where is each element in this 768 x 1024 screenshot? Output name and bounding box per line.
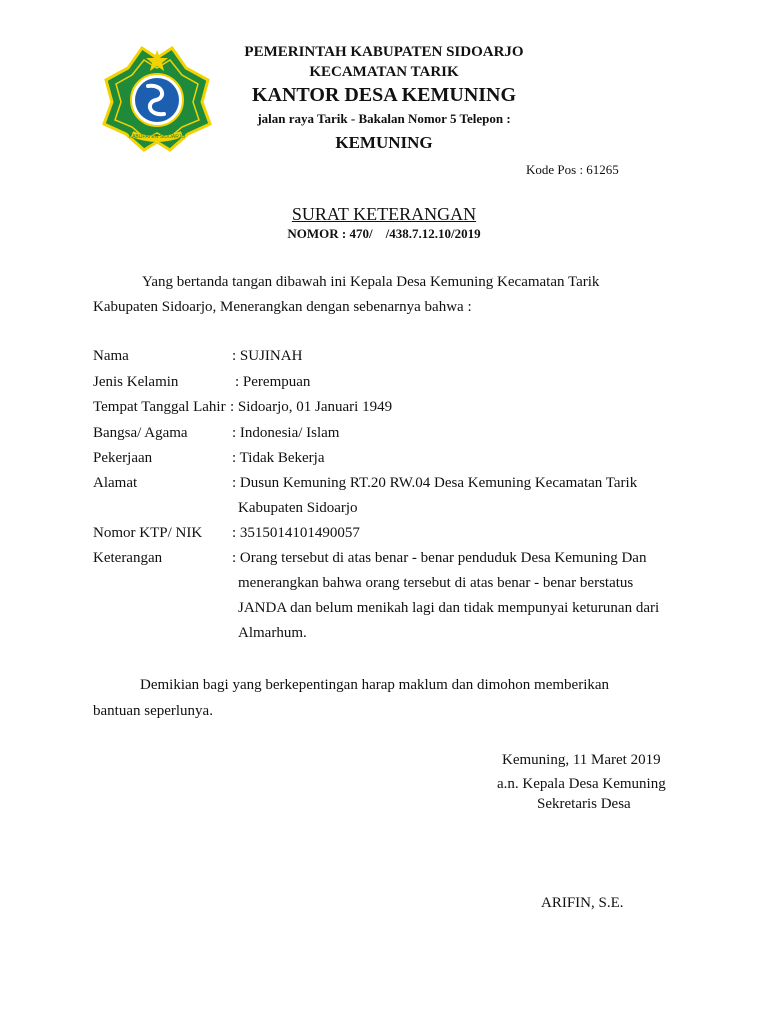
header-office: KANTOR DESA KEMUNING	[251, 84, 517, 106]
field-label-jenis-kelamin: Jenis Kelamin	[93, 374, 179, 390]
field-label-alamat: Alamat	[93, 475, 138, 491]
field-value-keterangan-1: : Orang tersebut di atas benar - benar penduduk Desa Kemuning Dan	[232, 550, 647, 566]
field-value-keterangan-3: JANDA dan belum menikah lagi dan tidak mempunyai keturunan dari	[238, 600, 660, 616]
signature-date: Kemuning, 11 Maret 2019	[502, 752, 661, 768]
header-government: PEMERINTAH KABUPATEN SIDOARJO	[244, 44, 524, 60]
field-value-nama: : SUJINAH	[232, 348, 303, 364]
field-value-nik: : 3515014101490057	[232, 525, 360, 541]
closing-line-2: bantuan seperlunya.	[93, 703, 213, 719]
field-value-pekerjaan: : Tidak Bekerja	[232, 450, 325, 466]
letter-title: SURAT KETERANGAN	[291, 204, 477, 224]
postal-code: Kode Pos : 61265	[526, 162, 619, 177]
field-value-keterangan-2: menerangkan bahwa orang tersebut di atas benar - benar berstatus	[238, 575, 634, 591]
header-village: KEMUNING	[335, 133, 433, 152]
field-value-alamat-2: Kabupaten Sidoarjo	[238, 500, 358, 516]
field-label-keterangan: Keterangan	[93, 550, 163, 566]
signature-on-behalf: a.n. Kepala Desa Kemuning	[497, 776, 666, 792]
header-district: KECAMATAN TARIK	[309, 64, 459, 80]
intro-line-1: Yang bertanda tangan dibawah ini Kepala Desa Kemuning Kecamatan Tarik	[142, 274, 600, 290]
field-label-ttl: Tempat Tanggal Lahir	[93, 399, 226, 415]
field-value-ttl: : Sidoarjo, 01 Januari 1949	[230, 399, 393, 415]
field-label-nik: Nomor KTP/ NIK	[93, 525, 203, 541]
logo-text: KABUPATEN SIDOARJO	[128, 134, 186, 140]
field-value-keterangan-4: Almarhum.	[238, 625, 307, 641]
field-label-nama: Nama	[93, 348, 129, 364]
intro-line-2: Kabupaten Sidoarjo, Menerangkan dengan sebenarnya bahwa :	[93, 299, 472, 315]
field-value-alamat-1: : Dusun Kemuning RT.20 RW.04 Desa Kemuning Kecamatan Tarik	[232, 475, 638, 491]
header-address: jalan raya Tarik - Bakalan Nomor 5 Telepon :	[257, 111, 511, 126]
field-label-pekerjaan: Pekerjaan	[93, 450, 153, 466]
closing-line-1: Demikian bagi yang berkepentingan harap maklum dan dimohon memberikan	[140, 677, 610, 693]
signatory-name: ARIFIN, S.E.	[541, 895, 624, 911]
field-value-jenis-kelamin: : Perempuan	[235, 374, 311, 390]
letter-number: NOMOR : 470/ /438.7.12.10/2019	[287, 226, 481, 241]
signature-position: Sekretaris Desa	[537, 796, 631, 812]
field-label-bangsa-agama: Bangsa/ Agama	[93, 425, 188, 441]
field-value-bangsa-agama: : Indonesia/ Islam	[232, 425, 340, 441]
